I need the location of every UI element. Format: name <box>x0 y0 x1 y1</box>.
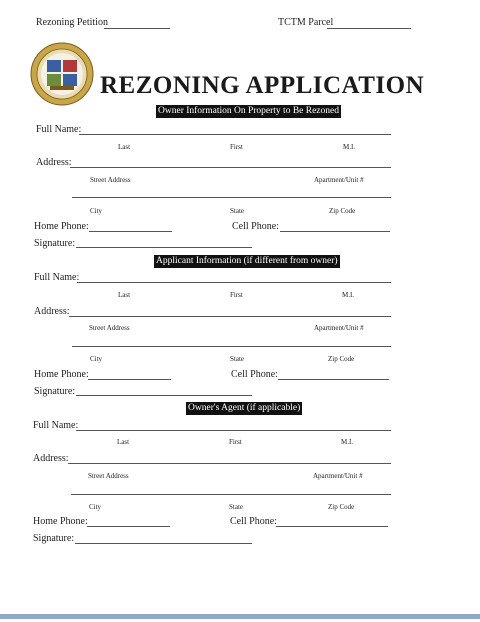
zip-code-label: Zip Code <box>328 503 355 511</box>
zip-code-label: Zip Code <box>329 207 356 215</box>
owner-home-phone-field[interactable] <box>89 231 172 232</box>
owner-street-field[interactable] <box>70 167 391 168</box>
applicant-full-name-field[interactable] <box>77 282 391 283</box>
last-label: Last <box>118 143 131 151</box>
page-title: REZONING APPLICATION <box>100 72 425 99</box>
last-label: Last <box>117 438 130 446</box>
signature-label: Signature: <box>34 386 76 397</box>
street-address-label: Street Address <box>89 324 130 332</box>
county-seal-icon <box>30 42 94 106</box>
applicant-cell-phone-field[interactable] <box>278 379 389 380</box>
applicant-street-field[interactable] <box>69 316 391 317</box>
owner-cell-phone-field[interactable] <box>280 231 390 232</box>
address-label: Address: <box>36 157 72 168</box>
section-heading-applicant: Applicant Information (if different from owner) <box>156 256 338 266</box>
home-phone-label: Home Phone: <box>33 516 88 527</box>
agent-full-name-field[interactable] <box>76 430 391 431</box>
agent-city-field[interactable] <box>71 494 391 495</box>
agent-cell-phone-field[interactable] <box>276 526 388 527</box>
owner-signature-field[interactable] <box>76 247 252 248</box>
apt-unit-label: Apartment/Unit # <box>314 176 364 184</box>
first-label: First <box>229 438 242 446</box>
apt-unit-label: Apartment/Unit # <box>313 472 363 480</box>
full-name-label: Full Name: <box>33 420 79 431</box>
applicant-city-field[interactable] <box>72 346 391 347</box>
section-heading-agent: Owner's Agent (if applicable) <box>188 403 301 413</box>
street-address-label: Street Address <box>90 176 131 184</box>
mi-label: M.I. <box>343 143 356 151</box>
rezoning-petition-label: Rezoning Petition <box>36 17 108 28</box>
tctm-parcel-field[interactable] <box>327 28 411 29</box>
applicant-home-phone-field[interactable] <box>88 379 171 380</box>
full-name-label: Full Name: <box>36 124 82 135</box>
owner-full-name-field[interactable] <box>79 134 391 135</box>
tctm-parcel-label: TCTM Parcel <box>278 17 334 28</box>
full-name-label: Full Name: <box>34 272 80 283</box>
state-label: State <box>230 355 244 363</box>
first-label: First <box>230 291 243 299</box>
city-label: City <box>90 355 103 363</box>
applicant-signature-field[interactable] <box>76 395 252 396</box>
home-phone-label: Home Phone: <box>34 221 89 232</box>
cell-phone-label: Cell Phone: <box>231 369 278 380</box>
first-label: First <box>230 143 243 151</box>
agent-home-phone-field[interactable] <box>87 526 170 527</box>
signature-label: Signature: <box>34 238 76 249</box>
section-heading-owner: Owner Information On Property to Be Rezoned <box>158 106 339 116</box>
city-label: City <box>89 503 102 511</box>
state-label: State <box>230 207 244 215</box>
agent-street-field[interactable] <box>68 463 391 464</box>
rezoning-petition-field[interactable] <box>104 28 170 29</box>
home-phone-label: Home Phone: <box>34 369 89 380</box>
owner-city-field[interactable] <box>72 197 391 198</box>
last-label: Last <box>118 291 131 299</box>
street-address-label: Street Address <box>88 472 129 480</box>
agent-signature-field[interactable] <box>75 543 252 544</box>
mi-label: M.I. <box>341 438 354 446</box>
cell-phone-label: Cell Phone: <box>230 516 277 527</box>
state-label: State <box>229 503 243 511</box>
address-label: Address: <box>34 306 70 317</box>
zip-code-label: Zip Code <box>328 355 355 363</box>
address-label: Address: <box>33 453 69 464</box>
cell-phone-label: Cell Phone: <box>232 221 279 232</box>
mi-label: M.I. <box>342 291 355 299</box>
city-label: City <box>90 207 103 215</box>
page-bottom-border <box>0 614 480 619</box>
apt-unit-label: Apartment/Unit # <box>314 324 364 332</box>
signature-label: Signature: <box>33 533 75 544</box>
